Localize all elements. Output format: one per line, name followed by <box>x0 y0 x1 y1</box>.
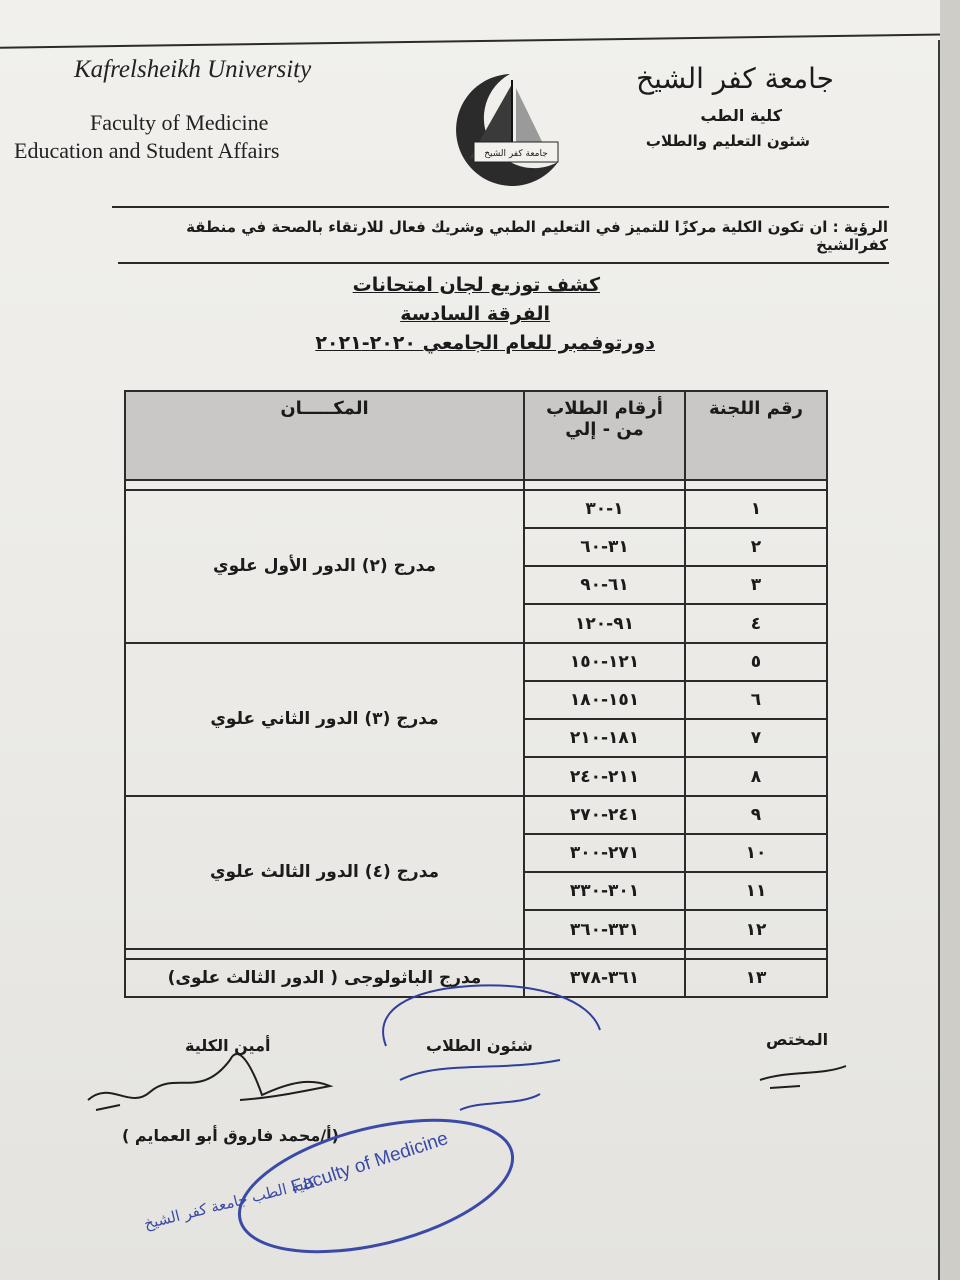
stamp-arabic-text: كلية الطب جامعة كفر الشيخ <box>142 1172 318 1233</box>
committee-distribution-table <box>124 390 828 998</box>
secretary-name: (أ/محمد فاروق أبو العمايم ) <box>122 1126 339 1145</box>
background-strip <box>940 0 960 1280</box>
range-cell: ٣١-٦٠ <box>524 528 685 566</box>
committee-cell: ١ <box>685 490 827 528</box>
table-row <box>125 490 827 528</box>
university-logo-icon <box>440 66 570 191</box>
place-cell: مدرج (٢) الدور الأول علوي <box>125 490 524 643</box>
header-place: المكـــــان <box>125 391 524 480</box>
faculty-name-ar: كلية الطب <box>700 106 782 125</box>
student-affairs-label: شئون الطلاب <box>426 1036 533 1055</box>
range-cell: ١٢١-١٥٠ <box>524 643 685 681</box>
university-name-ar: جامعة كفر الشيخ <box>636 62 834 95</box>
specialist-label: المختص <box>766 1030 829 1049</box>
committee-cell: ١١ <box>685 872 827 910</box>
university-name-en: Kafrelsheikh University <box>74 56 312 83</box>
committee-cell: ٦ <box>685 681 827 719</box>
table-spacer <box>125 480 827 490</box>
table-row <box>125 959 827 997</box>
place-cell: مدرج (٤) الدور الثالث علوي <box>125 796 524 949</box>
affairs-name-en: Education and Student Affairs <box>14 138 280 163</box>
table-header-row <box>125 391 827 480</box>
document-title: كشف توزيع لجان امتحانات <box>352 274 600 296</box>
place-cell: مدرج الباثولوجى ( الدور الثالث علوى) <box>125 959 524 997</box>
place-cell: مدرج (٣) الدور الثاني علوي <box>125 643 524 796</box>
document-session: دورتوفمبر للعام الجامعي ٢٠٢٠-٢٠٢١ <box>315 332 655 354</box>
range-cell: ١-٣٠ <box>524 490 685 528</box>
range-cell: ٢١١-٢٤٠ <box>524 757 685 795</box>
paper-top-edge <box>0 33 960 48</box>
committee-cell: ٥ <box>685 643 827 681</box>
header-divider <box>112 206 889 208</box>
committee-cell: ٣ <box>685 566 827 604</box>
stamp-english-text: Faculty of Medicine <box>288 1127 451 1199</box>
header-students-label: أرقام الطلاب <box>546 398 663 419</box>
table-spacer <box>125 949 827 959</box>
header-committee: رقم اللجنة <box>685 391 827 480</box>
committee-cell: ١٢ <box>685 910 827 948</box>
college-secretary-label: أمين الكلية <box>185 1036 271 1055</box>
document-year-group: الفرقة السادسة <box>400 303 550 325</box>
vision-divider <box>118 262 889 264</box>
committee-cell: ٤ <box>685 604 827 642</box>
header-students <box>524 391 685 480</box>
secretary-signature-icon <box>88 1054 330 1110</box>
logo-caption: جامعة كفر الشيخ <box>484 149 548 159</box>
range-cell: ٣٣١-٣٦٠ <box>524 910 685 948</box>
range-cell: ١٥١-١٨٠ <box>524 681 685 719</box>
faculty-name-en: Faculty of Medicine <box>90 110 269 135</box>
faculty-stamp-icon <box>226 1096 526 1276</box>
committee-cell: ١٣ <box>685 959 827 997</box>
specialist-signature-icon <box>760 1066 846 1088</box>
range-cell: ٢٧١-٣٠٠ <box>524 834 685 872</box>
range-cell: ٢٤١-٢٧٠ <box>524 796 685 834</box>
committee-cell: ٧ <box>685 719 827 757</box>
affairs-name-ar: شئون التعليم والطلاب <box>645 132 810 150</box>
header-students-sub: من - إلي <box>565 419 644 440</box>
table-row <box>125 796 827 834</box>
vision-statement: الرؤية : ان تكون الكلية مركزًا للتميز في التعليم الطبي وشريك فعال للارتقاء بالصحة في منطقة كفرالشيخ <box>186 218 888 254</box>
committee-cell: ٨ <box>685 757 827 795</box>
range-cell: ٣٠١-٣٣٠ <box>524 872 685 910</box>
range-cell: ١٨١-٢١٠ <box>524 719 685 757</box>
committee-cell: ١٠ <box>685 834 827 872</box>
table-row <box>125 643 827 681</box>
range-cell: ٦١-٩٠ <box>524 566 685 604</box>
committee-cell: ٢ <box>685 528 827 566</box>
range-cell: ٩١-١٢٠ <box>524 604 685 642</box>
committee-cell: ٩ <box>685 796 827 834</box>
range-cell: ٣٦١-٣٧٨ <box>524 959 685 997</box>
